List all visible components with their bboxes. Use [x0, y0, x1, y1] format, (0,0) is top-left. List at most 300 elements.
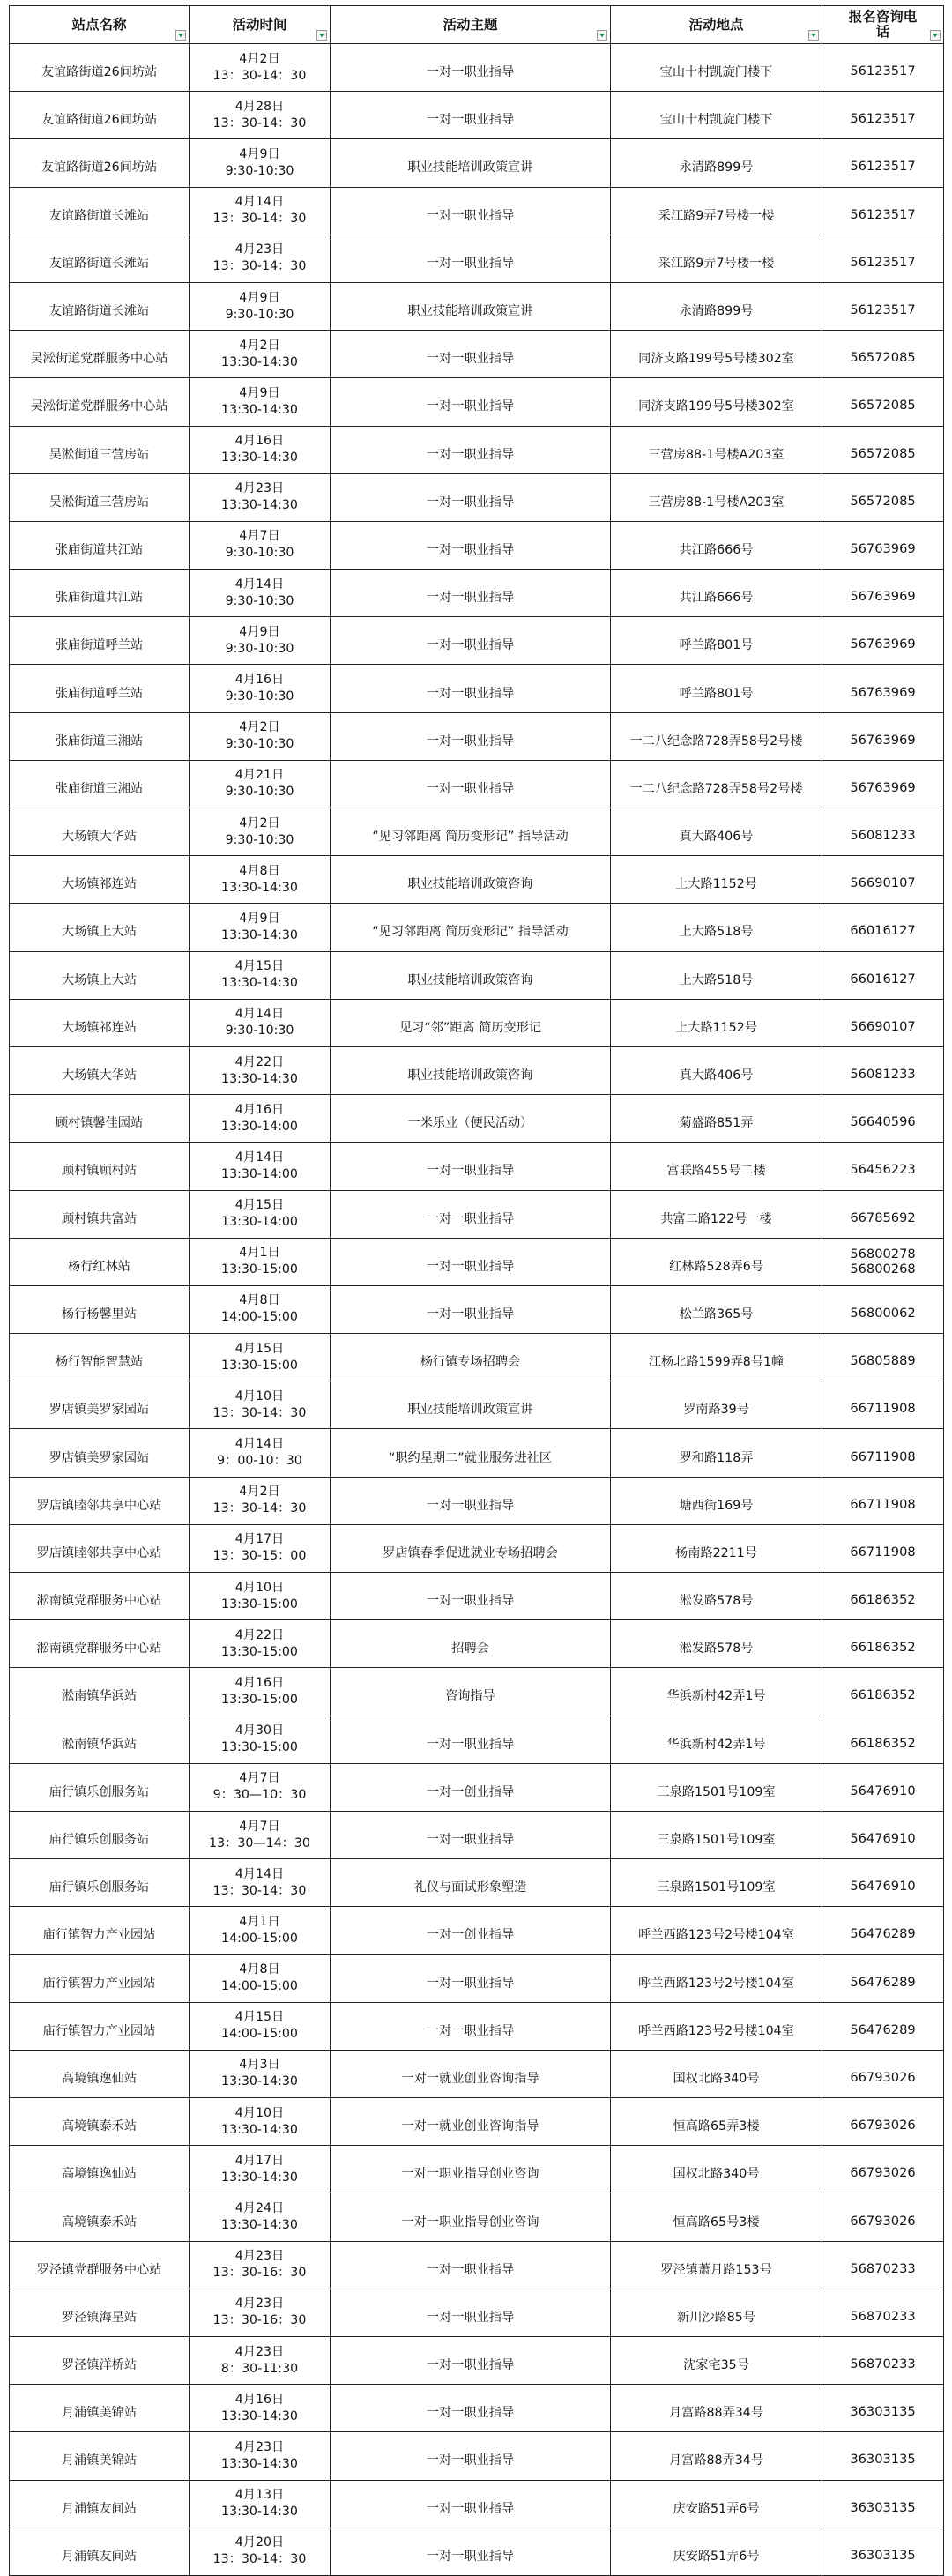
- activity-theme-cell[interactable]: [331, 1429, 611, 1477]
- signup-phone-cell[interactable]: [822, 1668, 944, 1716]
- site-name-text: 庙行镇乐创服务站: [48, 1833, 150, 1848]
- phone-text: 56572085: [850, 445, 916, 461]
- activity-theme-cell[interactable]: [331, 521, 611, 569]
- activity-time-cell[interactable]: [190, 2098, 331, 2146]
- site-name-cell[interactable]: [10, 1429, 190, 1477]
- activity-theme-cell[interactable]: [331, 473, 611, 521]
- activity-time-cell[interactable]: [190, 521, 331, 569]
- activity-location-cell[interactable]: [611, 235, 822, 282]
- filter-dropdown-icon[interactable]: [930, 30, 941, 41]
- activity-time-cell[interactable]: [190, 1190, 331, 1238]
- activity-time-cell[interactable]: [190, 1238, 331, 1285]
- signup-phone-cell[interactable]: [822, 2337, 944, 2385]
- site-name-cell[interactable]: [10, 1954, 190, 2002]
- activity-theme-cell[interactable]: [331, 1381, 611, 1429]
- activity-location-cell[interactable]: [611, 1238, 822, 1285]
- signup-phone-cell[interactable]: [822, 44, 944, 92]
- signup-phone-cell[interactable]: [822, 2528, 944, 2575]
- signup-phone-cell[interactable]: [822, 1334, 944, 1381]
- activity-location-cell[interactable]: [611, 2241, 822, 2289]
- signup-phone-cell[interactable]: [822, 570, 944, 617]
- activity-location-cell[interactable]: [611, 1190, 822, 1238]
- activity-location-cell[interactable]: [611, 187, 822, 235]
- activity-location-cell[interactable]: [611, 1524, 822, 1572]
- activity-date-text: 4月24日: [234, 2201, 285, 2216]
- activity-location-cell[interactable]: [611, 2528, 822, 2575]
- signup-phone-cell[interactable]: [822, 282, 944, 330]
- activity-theme-cell[interactable]: [331, 617, 611, 665]
- activity-theme-cell[interactable]: [331, 665, 611, 712]
- activity-location-cell[interactable]: [611, 570, 822, 617]
- activity-location-cell[interactable]: [611, 1334, 822, 1381]
- site-name-cell[interactable]: [10, 1477, 190, 1524]
- activity-theme-cell[interactable]: [331, 2146, 611, 2193]
- activity-location-cell[interactable]: [611, 378, 822, 426]
- signup-phone-cell[interactable]: [822, 235, 944, 282]
- activity-hours-text: 13：30-14：30: [212, 1501, 307, 1516]
- site-name-cell[interactable]: [10, 2098, 190, 2146]
- signup-phone-cell[interactable]: [822, 665, 944, 712]
- signup-phone-cell[interactable]: [822, 1046, 944, 1094]
- activity-location-text: 罗和路118弄: [679, 1450, 754, 1465]
- activity-location-cell[interactable]: [611, 2050, 822, 2097]
- site-name-cell[interactable]: [10, 44, 190, 92]
- activity-theme-cell[interactable]: [331, 2432, 611, 2480]
- signup-phone-cell[interactable]: [822, 2289, 944, 2336]
- site-name-cell[interactable]: [10, 1763, 190, 1811]
- site-name-cell[interactable]: [10, 2289, 190, 2336]
- site-name-cell[interactable]: [10, 1190, 190, 1238]
- activity-time-cell[interactable]: [190, 1046, 331, 1094]
- activity-theme-cell[interactable]: [331, 1716, 611, 1763]
- activity-theme-cell[interactable]: [331, 1143, 611, 1190]
- activity-date-text: 4月14日: [234, 1437, 285, 1452]
- phone-text: 56476910: [850, 1879, 916, 1895]
- site-name-cell[interactable]: [10, 2337, 190, 2385]
- signup-phone-cell[interactable]: [822, 2098, 944, 2146]
- site-name-cell[interactable]: [10, 2480, 190, 2528]
- activity-theme-cell[interactable]: [331, 2241, 611, 2289]
- activity-time-cell[interactable]: [190, 1524, 331, 1572]
- activity-location-cell[interactable]: [611, 617, 822, 665]
- table-row: [10, 2050, 944, 2097]
- activity-date-text: 4月14日: [234, 1866, 285, 1881]
- activity-time-cell[interactable]: [190, 1811, 331, 1858]
- activity-time-cell[interactable]: [190, 2337, 331, 2385]
- site-name-cell[interactable]: [10, 2050, 190, 2097]
- site-name-cell[interactable]: [10, 1907, 190, 1954]
- activity-location-cell[interactable]: [611, 1095, 822, 1143]
- activity-time-cell[interactable]: [190, 1859, 331, 1907]
- activity-location-cell[interactable]: [611, 331, 822, 378]
- site-name-cell[interactable]: [10, 1381, 190, 1429]
- site-name-cell[interactable]: [10, 1046, 190, 1094]
- activity-theme-cell[interactable]: [331, 2193, 611, 2241]
- site-name-cell[interactable]: [10, 2528, 190, 2575]
- activity-time-cell[interactable]: [190, 1143, 331, 1190]
- site-name-cell[interactable]: [10, 904, 190, 951]
- signup-phone-cell[interactable]: [822, 1190, 944, 1238]
- activity-location-cell[interactable]: [611, 1429, 822, 1477]
- activity-theme-cell[interactable]: [331, 951, 611, 999]
- site-name-cell[interactable]: [10, 856, 190, 904]
- signup-phone-cell[interactable]: [822, 187, 944, 235]
- activity-theme-cell[interactable]: [331, 999, 611, 1046]
- site-name-cell[interactable]: [10, 1620, 190, 1668]
- activity-theme-cell[interactable]: [331, 760, 611, 808]
- activity-time-cell[interactable]: [190, 570, 331, 617]
- activity-location-cell[interactable]: [611, 1381, 822, 1429]
- activity-date-text: 4月28日: [234, 99, 285, 114]
- site-name-cell[interactable]: [10, 1334, 190, 1381]
- activity-location-cell[interactable]: [611, 1620, 822, 1668]
- activity-theme-cell[interactable]: [331, 44, 611, 92]
- activity-location-cell[interactable]: [611, 139, 822, 187]
- signup-phone-cell[interactable]: [822, 1429, 944, 1477]
- activity-theme-cell[interactable]: [331, 426, 611, 473]
- filter-dropdown-icon[interactable]: [597, 30, 607, 41]
- activity-theme-cell[interactable]: [331, 2480, 611, 2528]
- activity-time-cell[interactable]: [190, 2528, 331, 2575]
- activity-location-cell[interactable]: [611, 1143, 822, 1190]
- filter-dropdown-icon[interactable]: [316, 30, 327, 41]
- activity-location-cell[interactable]: [611, 951, 822, 999]
- site-name-cell[interactable]: [10, 1573, 190, 1620]
- table-row: [10, 2432, 944, 2480]
- activity-theme-cell[interactable]: [331, 2289, 611, 2336]
- activity-theme-cell[interactable]: [331, 1668, 611, 1716]
- activity-theme-cell[interactable]: [331, 92, 611, 139]
- activity-time-cell[interactable]: [190, 1334, 331, 1381]
- signup-phone-cell[interactable]: [822, 378, 944, 426]
- activity-time-cell[interactable]: [190, 617, 331, 665]
- activity-time-cell[interactable]: [190, 1095, 331, 1143]
- activity-theme-cell[interactable]: [331, 331, 611, 378]
- phone-text: 66793026: [850, 2118, 916, 2133]
- site-name-cell[interactable]: [10, 473, 190, 521]
- activity-theme-cell[interactable]: [331, 2528, 611, 2575]
- activity-time-cell[interactable]: [190, 1620, 331, 1668]
- activity-location-cell[interactable]: [611, 2385, 822, 2432]
- activity-location-cell[interactable]: [611, 1716, 822, 1763]
- activity-location-cell[interactable]: [611, 1477, 822, 1524]
- activity-location-cell[interactable]: [611, 1907, 822, 1954]
- signup-phone-cell[interactable]: [822, 426, 944, 473]
- signup-phone-cell[interactable]: [822, 760, 944, 808]
- filter-dropdown-icon[interactable]: [808, 30, 819, 41]
- activity-time-cell[interactable]: [190, 2241, 331, 2289]
- signup-phone-cell[interactable]: [822, 1285, 944, 1333]
- activity-date-text: 4月14日: [234, 577, 285, 592]
- site-name-cell[interactable]: [10, 1095, 190, 1143]
- site-name-cell[interactable]: [10, 378, 190, 426]
- activity-theme-cell[interactable]: [331, 1238, 611, 1285]
- activity-theme-cell[interactable]: [331, 282, 611, 330]
- site-name-cell[interactable]: [10, 951, 190, 999]
- activity-theme-text: 一对一职业指导: [426, 65, 515, 80]
- activity-location-cell[interactable]: [611, 44, 822, 92]
- activity-location-cell[interactable]: [611, 1954, 822, 2002]
- signup-phone-cell[interactable]: [822, 1095, 944, 1143]
- activity-location-cell[interactable]: [611, 426, 822, 473]
- site-name-cell[interactable]: [10, 1285, 190, 1333]
- activity-theme-cell[interactable]: [331, 904, 611, 951]
- activity-location-cell[interactable]: [611, 1285, 822, 1333]
- signup-phone-cell[interactable]: [822, 1907, 944, 1954]
- activity-theme-cell[interactable]: [331, 1477, 611, 1524]
- site-name-cell[interactable]: [10, 139, 190, 187]
- activity-time-cell[interactable]: [190, 1716, 331, 1763]
- activity-location-cell[interactable]: [611, 1811, 822, 1858]
- site-name-cell[interactable]: [10, 92, 190, 139]
- signup-phone-cell[interactable]: [822, 1524, 944, 1572]
- filter-dropdown-icon[interactable]: [175, 30, 186, 41]
- activity-location-cell[interactable]: [611, 2193, 822, 2241]
- activity-time-cell[interactable]: [190, 1285, 331, 1333]
- activity-location-cell[interactable]: [611, 521, 822, 569]
- activity-time-cell[interactable]: [190, 2432, 331, 2480]
- site-name-cell[interactable]: [10, 187, 190, 235]
- activity-location-cell[interactable]: [611, 1573, 822, 1620]
- activity-theme-cell[interactable]: [331, 1907, 611, 1954]
- activity-hours-text: 9:30-10:30: [225, 546, 294, 561]
- activity-theme-cell[interactable]: [331, 139, 611, 187]
- activity-time-cell[interactable]: [190, 44, 331, 92]
- activity-location-cell[interactable]: [611, 712, 822, 760]
- signup-phone-cell[interactable]: [822, 331, 944, 378]
- activity-time-cell[interactable]: [190, 187, 331, 235]
- site-name-cell[interactable]: [10, 1716, 190, 1763]
- activity-time-cell[interactable]: [190, 282, 331, 330]
- phone-text: 66711908: [850, 1544, 916, 1560]
- activity-theme-cell[interactable]: [331, 1811, 611, 1858]
- activity-location-cell[interactable]: [611, 2337, 822, 2385]
- activity-location-cell[interactable]: [611, 1668, 822, 1716]
- activity-time-cell[interactable]: [190, 808, 331, 856]
- activity-theme-cell[interactable]: [331, 1859, 611, 1907]
- activity-time-cell[interactable]: [190, 331, 331, 378]
- activity-location-cell[interactable]: [611, 282, 822, 330]
- activity-time-cell[interactable]: [190, 2385, 331, 2432]
- activity-time-cell[interactable]: [190, 235, 331, 282]
- activity-location-text: 罗南路39号: [683, 1403, 749, 1418]
- activity-theme-cell[interactable]: [331, 570, 611, 617]
- signup-phone-cell[interactable]: [822, 1238, 944, 1285]
- signup-phone-cell[interactable]: [822, 1620, 944, 1668]
- activity-time-cell[interactable]: [190, 473, 331, 521]
- activity-time-cell[interactable]: [190, 1429, 331, 1477]
- activity-time-cell[interactable]: [190, 1668, 331, 1716]
- activity-time-cell[interactable]: [190, 1763, 331, 1811]
- activity-location-cell[interactable]: [611, 999, 822, 1046]
- activity-theme-cell[interactable]: [331, 1573, 611, 1620]
- activity-location-text: 三营房88-1号楼A203室: [648, 495, 785, 510]
- signup-phone-cell[interactable]: [822, 1763, 944, 1811]
- site-name-cell[interactable]: [10, 1668, 190, 1716]
- signup-phone-cell[interactable]: [822, 2241, 944, 2289]
- signup-phone-cell[interactable]: [822, 1859, 944, 1907]
- activity-location-cell[interactable]: [611, 808, 822, 856]
- activity-time-cell[interactable]: [190, 1381, 331, 1429]
- activity-location-cell[interactable]: [611, 2480, 822, 2528]
- activity-theme-text: 一对一职业指导: [426, 495, 515, 510]
- activity-date-text: 4月14日: [234, 195, 285, 210]
- activity-theme-cell[interactable]: [331, 1524, 611, 1572]
- site-name-cell[interactable]: [10, 331, 190, 378]
- site-name-cell[interactable]: [10, 235, 190, 282]
- activity-theme-cell[interactable]: [331, 2050, 611, 2097]
- site-name-cell[interactable]: [10, 665, 190, 712]
- activity-time-cell[interactable]: [190, 2480, 331, 2528]
- activity-theme-cell[interactable]: [331, 1954, 611, 2002]
- activity-time-cell[interactable]: [190, 2289, 331, 2336]
- activity-location-cell[interactable]: [611, 473, 822, 521]
- site-name-cell[interactable]: [10, 282, 190, 330]
- activity-date-text: 4月16日: [234, 434, 285, 449]
- activity-theme-cell[interactable]: [331, 2098, 611, 2146]
- activity-hours-text: 13:30-14:30: [221, 2218, 298, 2233]
- site-name-cell[interactable]: [10, 1524, 190, 1572]
- activity-location-cell[interactable]: [611, 856, 822, 904]
- activity-time-cell[interactable]: [190, 1573, 331, 1620]
- activity-date-text: 4月22日: [234, 1627, 285, 1642]
- signup-phone-cell[interactable]: [822, 2193, 944, 2241]
- activity-theme-cell[interactable]: [331, 1334, 611, 1381]
- signup-phone-cell[interactable]: [822, 1954, 944, 2002]
- activity-time-cell[interactable]: [190, 2050, 331, 2097]
- activity-theme-cell[interactable]: [331, 1763, 611, 1811]
- activity-time-cell[interactable]: [190, 426, 331, 473]
- signup-phone-cell[interactable]: [822, 2146, 944, 2193]
- activity-location-cell[interactable]: [611, 2098, 822, 2146]
- activity-theme-cell[interactable]: [331, 1095, 611, 1143]
- site-name-cell[interactable]: [10, 712, 190, 760]
- activity-time-cell[interactable]: [190, 904, 331, 951]
- activity-theme-cell[interactable]: [331, 856, 611, 904]
- activity-theme-cell[interactable]: [331, 2337, 611, 2385]
- signup-phone-cell[interactable]: [822, 808, 944, 856]
- activity-location-cell[interactable]: [611, 760, 822, 808]
- signup-phone-cell[interactable]: [822, 139, 944, 187]
- signup-phone-cell[interactable]: [822, 712, 944, 760]
- signup-phone-cell[interactable]: [822, 2002, 944, 2050]
- activity-location-cell[interactable]: [611, 1859, 822, 1907]
- activity-location-cell[interactable]: [611, 665, 822, 712]
- signup-phone-cell[interactable]: [822, 1477, 944, 1524]
- activity-time-cell[interactable]: [190, 378, 331, 426]
- activity-theme-cell[interactable]: [331, 1190, 611, 1238]
- activity-location-cell[interactable]: [611, 904, 822, 951]
- signup-phone-cell[interactable]: [822, 2480, 944, 2528]
- signup-phone-cell[interactable]: [822, 473, 944, 521]
- signup-phone-cell[interactable]: [822, 521, 944, 569]
- signup-phone-cell[interactable]: [822, 2432, 944, 2480]
- activity-hours-text: 13:30-14:30: [221, 2408, 298, 2423]
- activity-location-cell[interactable]: [611, 2002, 822, 2050]
- signup-phone-cell[interactable]: [822, 1811, 944, 1858]
- activity-time-cell[interactable]: [190, 1477, 331, 1524]
- site-name-cell[interactable]: [10, 2146, 190, 2193]
- site-name-cell[interactable]: [10, 2193, 190, 2241]
- activity-time-cell[interactable]: [190, 856, 331, 904]
- signup-phone-cell[interactable]: [822, 617, 944, 665]
- signup-phone-cell[interactable]: [822, 92, 944, 139]
- activity-time-cell[interactable]: [190, 2146, 331, 2193]
- site-name-cell[interactable]: [10, 521, 190, 569]
- activity-theme-cell[interactable]: [331, 1620, 611, 1668]
- site-name-cell[interactable]: [10, 2432, 190, 2480]
- activity-time-cell[interactable]: [190, 999, 331, 1046]
- signup-phone-cell[interactable]: [822, 1716, 944, 1763]
- activity-location-cell[interactable]: [611, 2146, 822, 2193]
- activity-theme-cell[interactable]: [331, 1046, 611, 1094]
- signup-phone-cell[interactable]: [822, 904, 944, 951]
- site-name-cell[interactable]: [10, 999, 190, 1046]
- site-name-cell[interactable]: [10, 2241, 190, 2289]
- activity-location-cell[interactable]: [611, 1763, 822, 1811]
- activity-time-cell[interactable]: [190, 1907, 331, 1954]
- activity-location-cell[interactable]: [611, 92, 822, 139]
- phone-text: 56763969: [850, 589, 916, 605]
- activity-time-cell[interactable]: [190, 760, 331, 808]
- signup-phone-cell[interactable]: [822, 999, 944, 1046]
- activity-hours-text: 13：30-14：30: [212, 212, 307, 227]
- activity-theme-cell[interactable]: [331, 1285, 611, 1333]
- signup-phone-cell[interactable]: [822, 2385, 944, 2432]
- table-row: [10, 1046, 944, 1094]
- activity-location-cell[interactable]: [611, 2289, 822, 2336]
- signup-phone-cell[interactable]: [822, 2050, 944, 2097]
- site-name-cell[interactable]: [10, 1859, 190, 1907]
- activity-theme-cell[interactable]: [331, 378, 611, 426]
- signup-phone-cell[interactable]: [822, 856, 944, 904]
- site-name-cell[interactable]: [10, 1811, 190, 1858]
- signup-phone-cell[interactable]: [822, 1573, 944, 1620]
- signup-phone-cell[interactable]: [822, 1143, 944, 1190]
- activity-time-cell[interactable]: [190, 712, 331, 760]
- site-name-cell[interactable]: [10, 808, 190, 856]
- activity-time-cell[interactable]: [190, 2193, 331, 2241]
- activity-location-text: 三泉路1501号109室: [657, 1833, 776, 1848]
- activity-theme-cell[interactable]: [331, 2385, 611, 2432]
- activity-location-cell[interactable]: [611, 1046, 822, 1094]
- site-name-cell[interactable]: [10, 2385, 190, 2432]
- site-name-cell[interactable]: [10, 2002, 190, 2050]
- activity-time-cell[interactable]: [190, 92, 331, 139]
- activity-theme-cell[interactable]: [331, 235, 611, 282]
- activity-location-cell[interactable]: [611, 2432, 822, 2480]
- site-name-cell[interactable]: [10, 617, 190, 665]
- site-name-cell[interactable]: [10, 1238, 190, 1285]
- site-name-cell[interactable]: [10, 1143, 190, 1190]
- activity-theme-cell[interactable]: [331, 712, 611, 760]
- activity-time-cell[interactable]: [190, 139, 331, 187]
- signup-phone-cell[interactable]: [822, 951, 944, 999]
- site-name-cell[interactable]: [10, 570, 190, 617]
- activity-theme-cell[interactable]: [331, 808, 611, 856]
- activity-time-cell[interactable]: [190, 1954, 331, 2002]
- site-name-cell[interactable]: [10, 760, 190, 808]
- activity-theme-cell[interactable]: [331, 2002, 611, 2050]
- activity-hours-text: 13:30-15:00: [221, 1358, 298, 1373]
- activity-time-cell[interactable]: [190, 2002, 331, 2050]
- activity-time-cell[interactable]: [190, 951, 331, 999]
- site-name-cell[interactable]: [10, 426, 190, 473]
- activity-theme-cell[interactable]: [331, 187, 611, 235]
- activity-time-cell[interactable]: [190, 665, 331, 712]
- activity-location-text: 三营房88-1号楼A203室: [648, 447, 785, 462]
- signup-phone-cell[interactable]: [822, 1381, 944, 1429]
